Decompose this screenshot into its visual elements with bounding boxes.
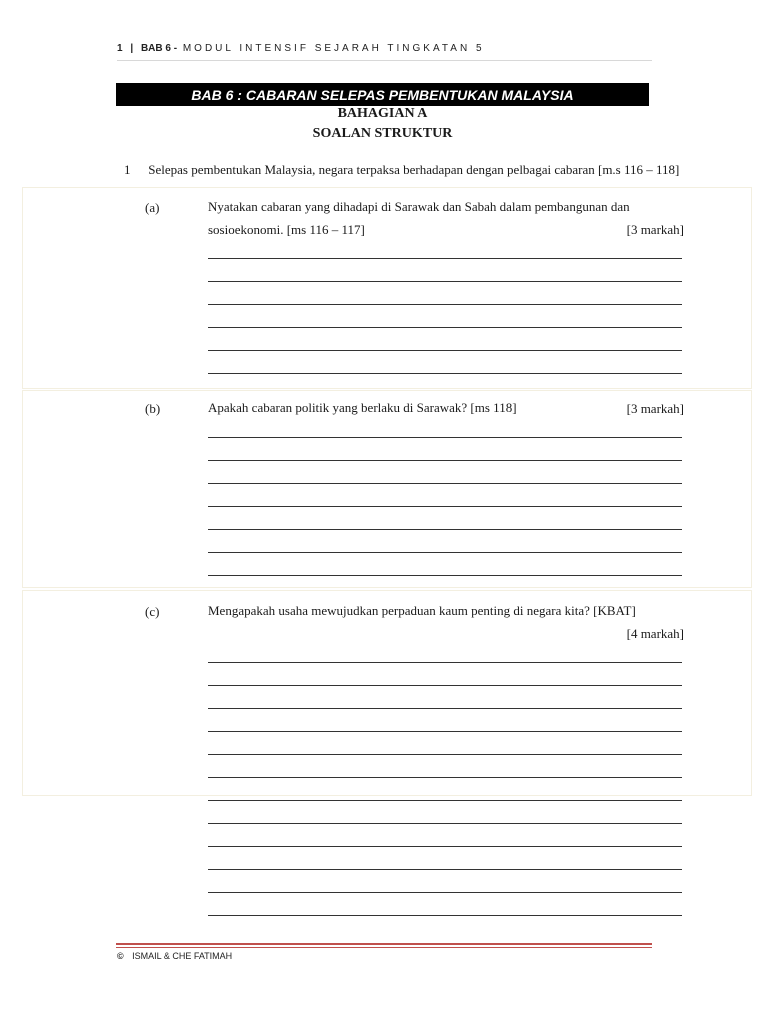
footer-divider: [116, 943, 652, 945]
answer-line[interactable]: [208, 327, 682, 328]
answer-line[interactable]: [208, 800, 682, 801]
copyright-icon: ©: [117, 951, 124, 961]
answer-line[interactable]: [208, 281, 682, 282]
footer-divider-thin: [116, 947, 652, 948]
header-divider: [117, 60, 652, 61]
answer-line[interactable]: [208, 869, 682, 870]
question-number: 1: [124, 162, 131, 177]
page-footer: [117, 951, 232, 961]
answer-line[interactable]: [208, 892, 682, 893]
part-a-text-line2: sosioekonomi. [ms 116 – 117]: [208, 222, 365, 237]
answer-line[interactable]: [208, 685, 682, 686]
part-a-label: (a): [145, 200, 160, 215]
module-prefix: BAB 6 -: [140, 43, 178, 54]
part-c-label: (c): [145, 604, 160, 619]
part-b-label: (b): [145, 401, 161, 416]
answer-line[interactable]: [208, 777, 682, 778]
chapter-title: BAB 6 : CABARAN SELEPAS PEMBENTUKAN MALAYSIA: [116, 83, 649, 106]
question-1: [124, 162, 679, 178]
answer-line[interactable]: [208, 373, 682, 374]
subsection-heading: SOALAN STRUKTUR: [312, 126, 453, 141]
page-number: 1: [117, 43, 123, 54]
module-title: MODUL INTENSIF SEJARAH TINGKATAN 5: [182, 43, 485, 54]
answer-line[interactable]: [208, 529, 682, 530]
answer-line[interactable]: [208, 460, 682, 461]
part-b-marks: [3 markah]: [626, 401, 684, 416]
answer-line[interactable]: [208, 823, 682, 824]
answer-line[interactable]: [208, 575, 682, 576]
answer-line[interactable]: [208, 846, 682, 847]
page-header: [117, 43, 652, 54]
part-c-text: Mengapakah usaha mewujudkan perpaduan kaum penting di negara kita? [KBAT]: [208, 603, 636, 618]
answer-line[interactable]: [208, 437, 682, 438]
part-a-marks: [3 markah]: [626, 222, 684, 237]
answer-line[interactable]: [208, 662, 682, 663]
answer-line[interactable]: [208, 258, 682, 259]
question-text: Selepas pembentukan Malaysia, negara terpaksa berhadapan dengan pelbagai cabaran [m.s 116 – 118]: [148, 162, 680, 177]
section-heading: BAHAGIAN A: [337, 106, 428, 121]
footer-authors: ISMAIL & CHE FATIMAH: [132, 951, 233, 961]
part-c-marks: [4 markah]: [626, 626, 684, 641]
answer-line[interactable]: [208, 304, 682, 305]
part-a-text-line1: Nyatakan cabaran yang dihadapi di Sarawak dan Sabah dalam pembangunan dan: [208, 199, 630, 214]
answer-line[interactable]: [208, 708, 682, 709]
answer-line[interactable]: [208, 915, 682, 916]
answer-line[interactable]: [208, 754, 682, 755]
part-b-text: Apakah cabaran politik yang berlaku di Sarawak? [ms 118]: [208, 400, 517, 415]
answer-line[interactable]: [208, 552, 682, 553]
answer-line[interactable]: [208, 350, 682, 351]
answer-line[interactable]: [208, 731, 682, 732]
part-b-frame: [22, 390, 752, 588]
header-separator: |: [130, 43, 134, 54]
answer-line[interactable]: [208, 506, 682, 507]
answer-line[interactable]: [208, 483, 682, 484]
